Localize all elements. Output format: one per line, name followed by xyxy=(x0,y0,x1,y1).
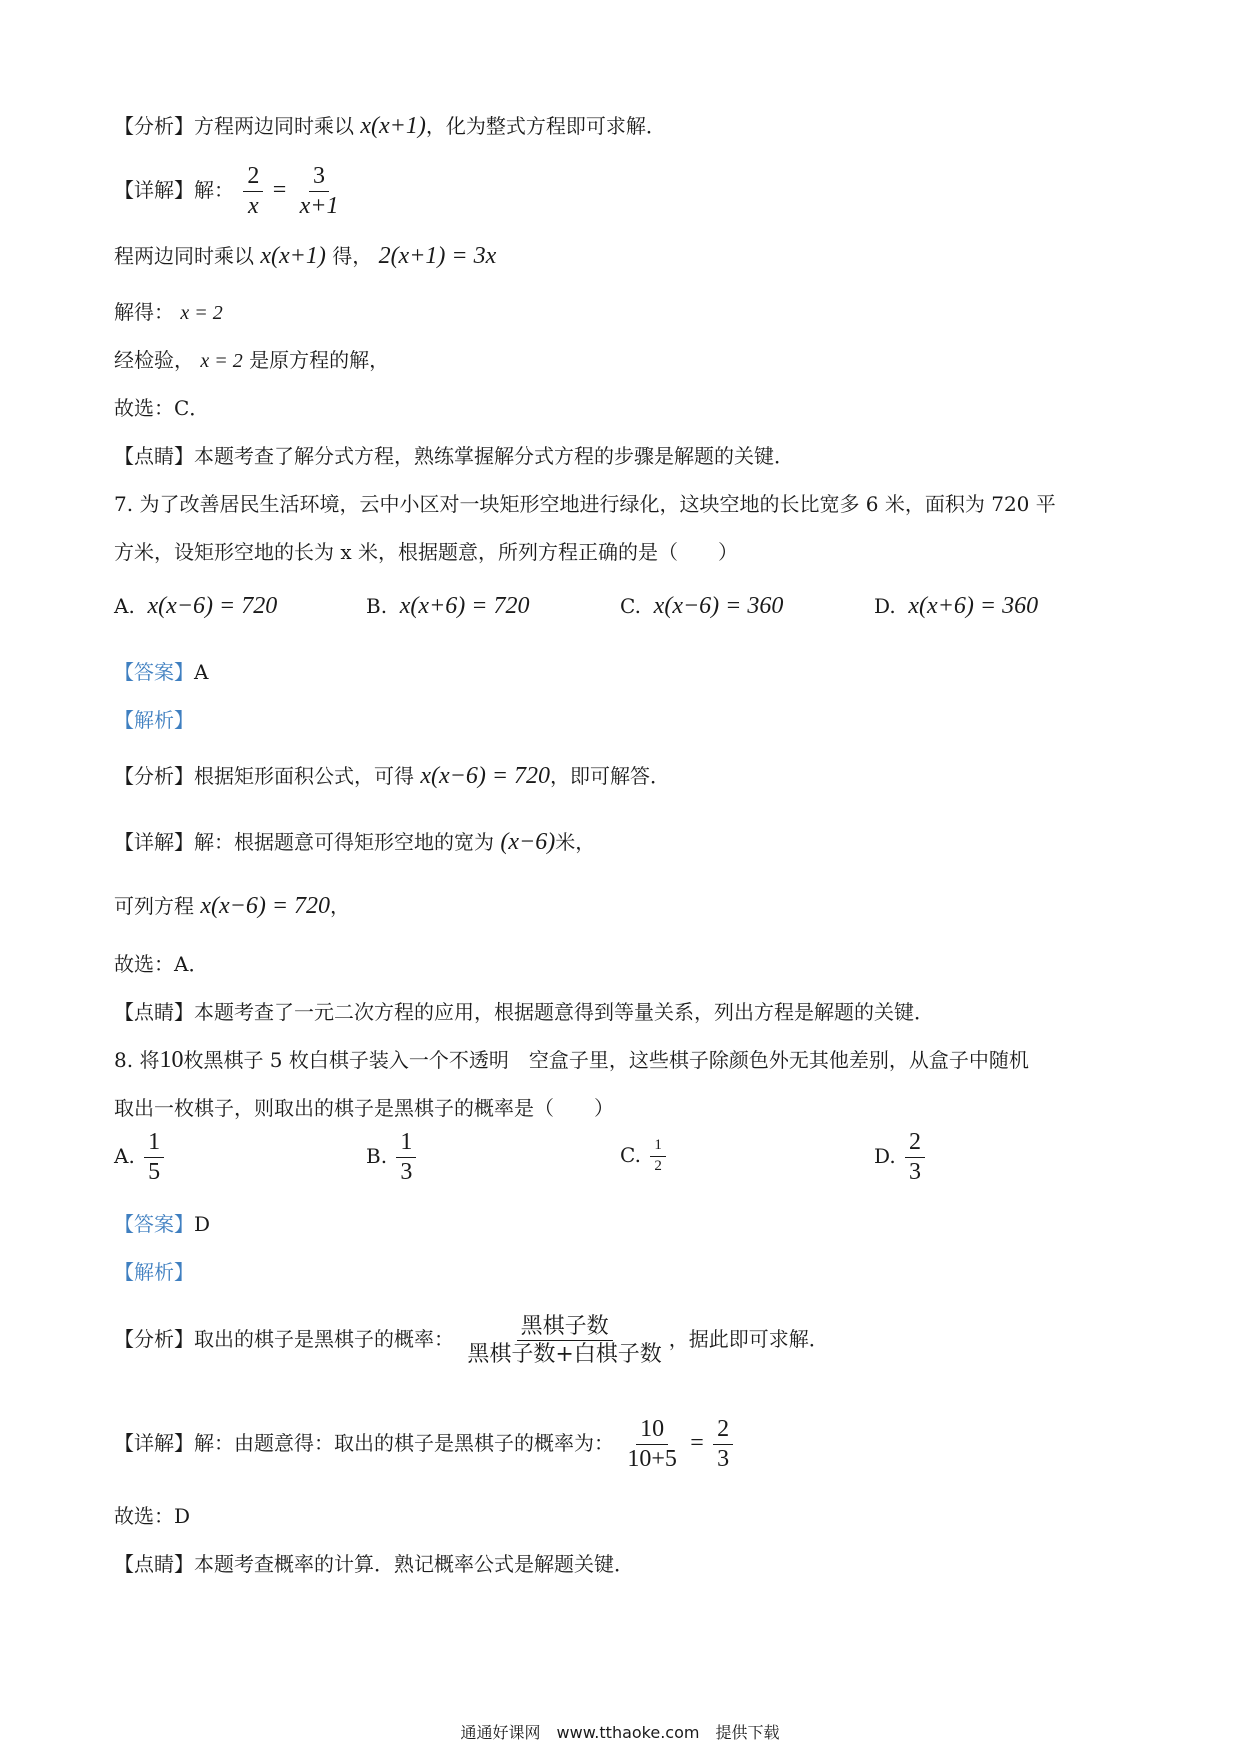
q8-stem-line1: 8. 将10枚黑棋子 5 枚白棋子装入一个不透明 空盒子里，这些棋子除颜色外无其他差别，从盒子中随机 xyxy=(114,1047,1029,1073)
fraction-10-over-15: $\frac{10}{10+5}$ xyxy=(627,1415,677,1472)
q8-option-d: D. $\frac{2}{3}$ xyxy=(874,1130,928,1185)
analysis-tag: 【分析】 xyxy=(114,1327,194,1351)
q8-option-b: B. $\frac{1}{3}$ xyxy=(366,1130,419,1185)
q7-choice-line: 故选：A． xyxy=(114,952,209,976)
q8-stem-line2: 取出一枚棋子，则取出的棋子是黑棋子的概率是（ ） xyxy=(114,1096,614,1120)
q8-analysis-line: 【分析】取出的棋子是黑棋子的概率： $\frac{\text{黑棋子数}}{\text{黑棋子数+白棋子数}}$ ，据此即可求解． xyxy=(114,1313,829,1367)
detail-tag: 【详解】 xyxy=(114,1431,194,1455)
answer-tag: 【答案】 xyxy=(114,660,194,684)
q7-stem-line2: 方米，设矩形空地的长为 x 米，根据题意，所列方程正确的是（ ） xyxy=(114,540,738,564)
q6-detail-line: 【详解】解： $\frac{2}{x}$ = $\frac{3}{x+1}$ xyxy=(114,160,345,220)
q7-explain-tag: 【解析】 xyxy=(114,708,194,732)
q7-analysis-line: 【分析】根据矩形面积公式，可得 x(x−6) = 720，即可解答． xyxy=(114,763,671,789)
analysis-tag: 【分析】 xyxy=(114,114,194,138)
q7-answer-line: 【答案】A xyxy=(114,660,209,684)
fraction-2-over-x: $\frac{2}{x}$ xyxy=(243,164,263,219)
q8-detail-line: 【详解】解：由题意得：取出的棋子是黑棋子的概率为： $\frac{10}{10+5}$ = $\frac{2}{3}$ xyxy=(114,1408,736,1478)
q7-comment-line: 【点睛】本题考查了一元二次方程的应用，根据题意得到等量关系，列出方程是解题的关键． xyxy=(114,1000,934,1024)
q6-solve-line: 解得： x = 2 xyxy=(114,300,223,324)
fraction-3-over-x-plus-1: $\frac{3}{x+1}$ xyxy=(299,162,339,219)
q8-answer-line: 【答案】D xyxy=(114,1212,211,1236)
q7-detail-line: 【详解】解：根据题意可得矩形空地的宽为 (x−6)米， xyxy=(114,829,596,855)
page-footer: 通通好课网 www.tthaoke.com 提供下载 xyxy=(460,1723,780,1742)
comment-tag: 【点睛】 xyxy=(114,1552,194,1576)
q6-step1-line: 程两边同时乘以 x(x+1) 得， 2(x+1) = 3x xyxy=(114,243,497,269)
q7-option-a: A. x(x−6) = 720 xyxy=(114,593,278,619)
q8-comment-line: 【点睛】本题考查概率的计算．熟记概率公式是解题关键． xyxy=(114,1552,634,1576)
q7-equation-line: 可列方程 x(x−6) = 720， xyxy=(114,893,351,919)
q7-option-c: C. x(x−6) = 360 xyxy=(620,593,784,619)
q6-choice-line: 故选：C． xyxy=(114,396,210,420)
detail-tag: 【详解】 xyxy=(114,178,194,202)
q8-option-c: C. $\frac{1}{2}$ xyxy=(620,1138,669,1175)
answer-tag: 【答案】 xyxy=(114,1212,194,1236)
probability-formula: $\frac{\text{黑棋子数}}{\text{黑棋子数+白棋子数}}$ xyxy=(467,1313,662,1367)
fraction-2-over-3: $\frac{2}{3}$ xyxy=(713,1417,733,1472)
q8-explain-tag: 【解析】 xyxy=(114,1260,194,1284)
detail-tag: 【详解】 xyxy=(114,830,194,854)
analysis-tag: 【分析】 xyxy=(114,764,194,788)
q8-choice-line: 故选：D xyxy=(114,1504,191,1528)
q6-comment-line: 【点睛】本题考查了解分式方程，熟练掌握解分式方程的步骤是解题的关键． xyxy=(114,444,794,468)
q7-option-d: D. x(x+6) = 360 xyxy=(874,593,1039,619)
q7-option-b: B. x(x+6) = 720 xyxy=(366,593,530,619)
q6-check-line: 经检验， x = 2 是原方程的解， xyxy=(114,348,390,372)
comment-tag: 【点睛】 xyxy=(114,1000,194,1024)
q7-stem-line1: 7. 为了改善居民生活环境，云中小区对一块矩形空地进行绿化，这块空地的长比宽多 6 米，面积为 720 平 xyxy=(114,492,1056,516)
math-expr: x(x+1) xyxy=(360,113,426,139)
q6-analysis-line: 【分析】方程两边同时乘以 x(x+1)，化为整式方程即可求解． xyxy=(114,113,666,139)
comment-tag: 【点睛】 xyxy=(114,444,194,468)
q8-option-a: A. $\frac{1}{5}$ xyxy=(114,1130,167,1185)
